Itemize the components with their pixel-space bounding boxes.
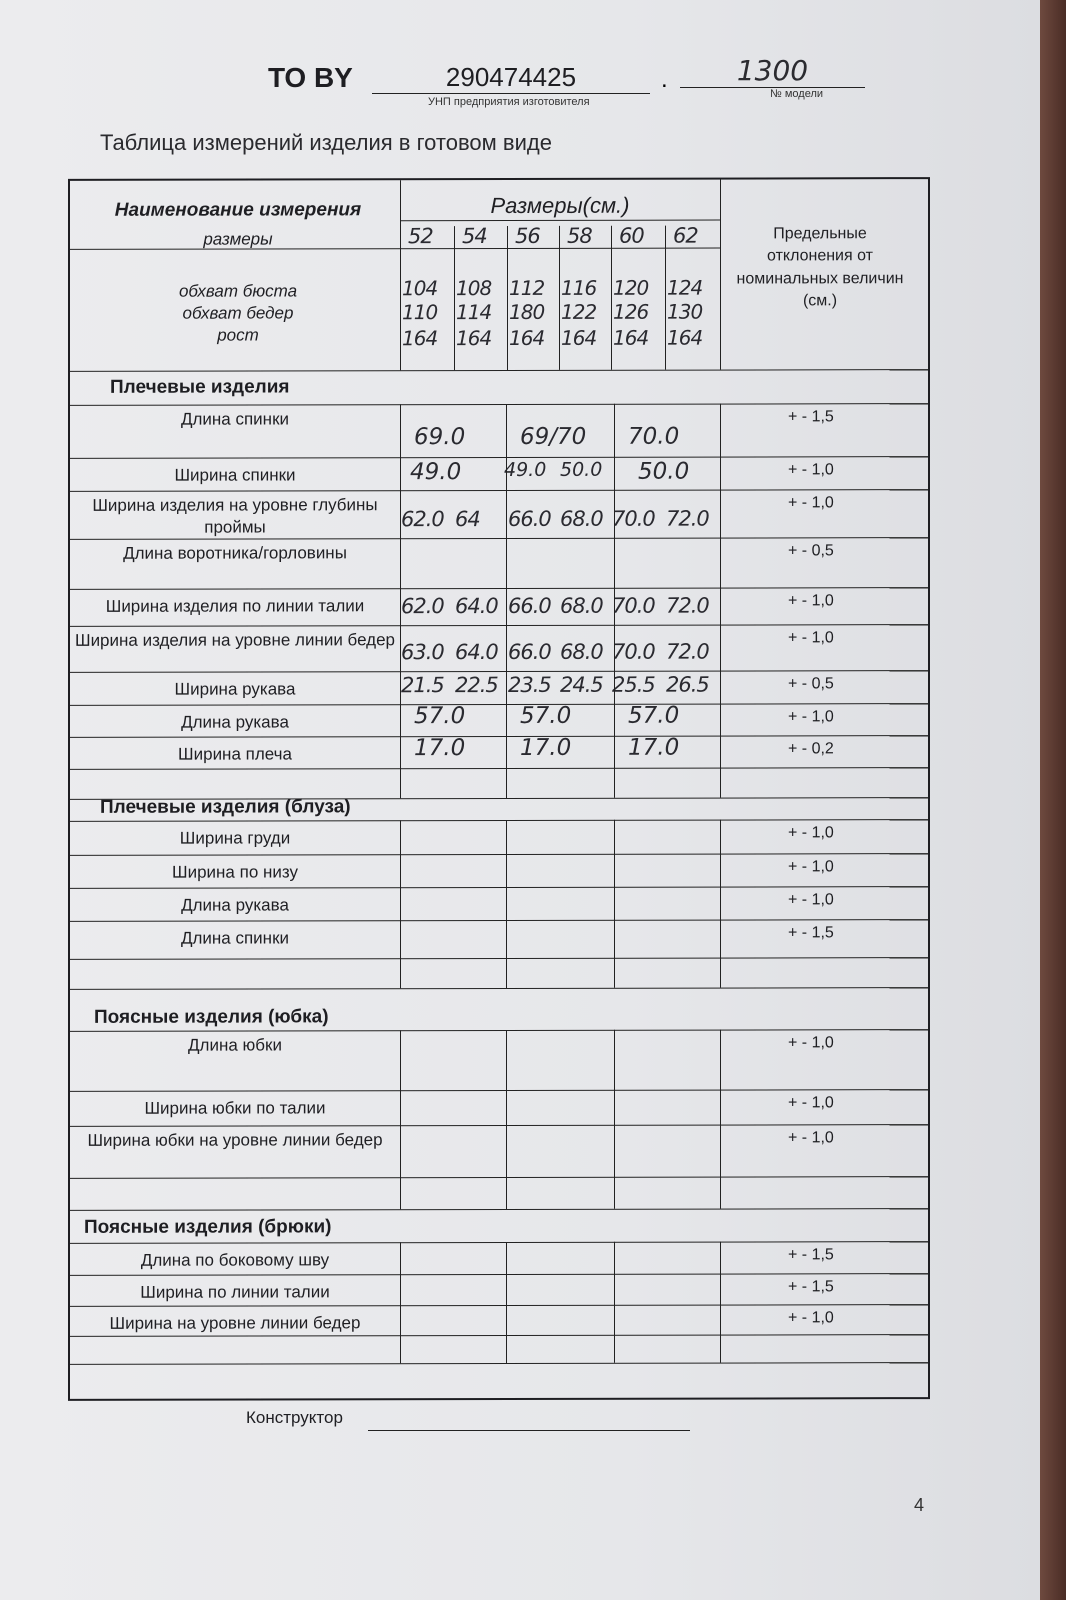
section-title-trousers: Поясные изделия (брюки): [84, 1216, 332, 1238]
height-value: 164: [561, 325, 597, 350]
size-col-line: [611, 226, 612, 370]
row-tolerance: + - 1,0: [788, 858, 834, 876]
hips-value: 122: [561, 299, 597, 324]
size-value: 54: [462, 224, 487, 249]
row-name: Ширина изделия на уровне глубины проймы: [92, 495, 378, 537]
row-tolerance: + - 1,0: [788, 891, 834, 909]
bust-value: 104: [402, 276, 438, 301]
row-value: 50.0: [560, 458, 603, 481]
header-bottom-line: [70, 369, 928, 372]
row-tolerance: + - 1,5: [788, 408, 834, 426]
row-tolerance: + - 1,0: [788, 461, 834, 479]
section-divider: [70, 1241, 928, 1244]
to-label: ТО BY: [268, 62, 353, 93]
row-tolerance: + - 1,5: [788, 1278, 834, 1296]
row-value: 17.0: [628, 734, 680, 761]
col-sizes-header: Размеры(см.): [490, 192, 630, 219]
row-value: 69/70: [520, 423, 587, 450]
row-value: 49.0: [410, 459, 462, 486]
height-value: 164: [402, 326, 438, 351]
row-value: 49.0: [504, 458, 547, 481]
row-tolerance: + - 1,5: [788, 1246, 834, 1264]
header-col-line: [720, 180, 721, 370]
row-divider: [70, 587, 928, 590]
row-value: 62.0: [401, 594, 444, 619]
hips-value: 110: [402, 300, 438, 325]
tol-col-line: [720, 1242, 721, 1363]
bust-value: 120: [613, 275, 649, 300]
row-divider: [70, 886, 928, 889]
row-value: 64: [455, 507, 480, 532]
bust-value: 108: [456, 276, 492, 301]
section-end-line: [70, 1208, 928, 1211]
row-divider: [70, 1304, 928, 1307]
section-divider: [70, 819, 928, 822]
height-value: 164: [667, 325, 703, 350]
size-col-line: [665, 226, 666, 370]
name-col-line: [400, 1242, 401, 1363]
tol-col-line: [720, 404, 721, 798]
tol-col-line: [720, 820, 721, 988]
row-value: 57.0: [520, 702, 572, 729]
row-value: 26.5: [666, 672, 709, 697]
separator: .: [661, 66, 668, 93]
row-divider: [70, 624, 928, 627]
row-name: Ширина груди: [179, 828, 291, 848]
row-tolerance: + - 1,0: [788, 824, 834, 842]
row-name: Ширина по низу: [172, 862, 298, 882]
row-divider: [70, 703, 928, 706]
row-value: 72.0: [666, 593, 709, 618]
row-tolerance: + - 0,5: [788, 542, 834, 560]
hips-value: 130: [667, 299, 703, 324]
row-value: 64.0: [455, 594, 498, 619]
model-number: 1300: [680, 54, 865, 88]
header-divider: [400, 220, 720, 222]
unp-caption: УНП предприятия изготовителя: [428, 96, 590, 108]
row-value: 70.0: [612, 639, 655, 664]
bust-value: 124: [667, 275, 703, 300]
row-name: Длина рукава: [181, 895, 289, 915]
row-value: 62.0: [401, 507, 444, 532]
bust-label: обхват бюста: [178, 281, 298, 301]
hips-value: 114: [456, 300, 492, 325]
row-value: 68.0: [560, 593, 603, 618]
row-value: 72.0: [666, 639, 709, 664]
row-value: 70.0: [612, 506, 655, 531]
section-end-line: [70, 987, 928, 990]
row-value: 57.0: [414, 703, 466, 730]
row-divider: [70, 919, 928, 922]
row-value: 68.0: [560, 639, 603, 664]
row-value: 24.5: [560, 672, 603, 697]
row-name: Ширина изделия на уровне линии бедер: [74, 630, 396, 650]
section-end-line: [70, 1362, 928, 1365]
body-labels: [78, 280, 398, 347]
col-name-header: Наименование измерения: [114, 199, 362, 221]
row-name: Длина воротника/горловины: [123, 543, 347, 563]
height-value: 164: [613, 325, 649, 350]
row-name: Ширина изделия по линии талии: [105, 596, 365, 616]
row-value: 50.0: [638, 458, 690, 485]
row-value: 17.0: [414, 735, 466, 762]
row-name: Ширина плеча: [178, 744, 292, 764]
unp-value: 290474425: [372, 62, 650, 94]
measurement-table: [68, 177, 930, 1401]
row-value: 69.0: [414, 424, 466, 451]
section-divider: [70, 403, 928, 406]
height-label: рост: [217, 325, 259, 345]
row-divider: [70, 1124, 928, 1127]
row-divider: [70, 1273, 928, 1276]
page-title: Таблица измерений изделия в готовом виде: [100, 130, 552, 155]
row-name: Ширина по линии талии: [140, 1282, 330, 1302]
row-tolerance: + - 1,0: [788, 629, 834, 647]
row-divider: [70, 489, 928, 492]
size-value: 60: [619, 223, 644, 248]
row-name: Длина рукава: [181, 712, 289, 732]
name-col-line: [400, 404, 401, 798]
row-value: 57.0: [628, 702, 680, 729]
size-block-line: [506, 1030, 507, 1209]
size-block-line: [506, 1242, 507, 1363]
row-divider: [70, 957, 928, 960]
size-col-line: [454, 226, 455, 370]
signature-line: [368, 1430, 690, 1431]
table-background-edge: [1040, 0, 1066, 1600]
row-value: 25.5: [612, 672, 655, 697]
size-col-line: [559, 226, 560, 370]
row-tolerance: + - 0,2: [788, 740, 834, 758]
row-name: Ширина юбки на уровне линии бедер: [87, 1130, 383, 1150]
size-block-line: [614, 820, 615, 988]
row-value: 64.0: [455, 640, 498, 665]
row-divider: [70, 1176, 928, 1179]
bust-value: 116: [561, 275, 597, 300]
row-tolerance: + - 1,0: [788, 1034, 834, 1052]
row-value: 68.0: [560, 506, 603, 531]
row-divider: [70, 735, 928, 738]
size-block-line: [614, 1030, 615, 1209]
size-value: 62: [673, 223, 698, 248]
size-block-line: [506, 820, 507, 988]
section-title-shoulder: Плечевые изделия: [110, 376, 290, 398]
row-value: 70.0: [628, 423, 680, 450]
row-tolerance: + - 1,0: [788, 1309, 834, 1327]
row-value: 66.0: [508, 506, 551, 531]
hips-label: обхват бедер: [182, 303, 294, 323]
row-divider: [70, 767, 928, 770]
row-value: 70.0: [612, 593, 655, 618]
hips-value: 180: [509, 299, 545, 324]
row-tolerance: + - 1,5: [788, 924, 834, 942]
row-name: Ширина юбки по талии: [144, 1098, 326, 1118]
row-divider: [70, 853, 928, 856]
name-col-line: [400, 820, 401, 988]
size-value: 56: [515, 223, 540, 248]
row-value: 23.5: [508, 672, 551, 697]
constructor-label: Конструктор: [246, 1408, 343, 1427]
row-value: 21.5: [401, 673, 444, 698]
header-col-line: [400, 180, 401, 370]
size-block-line: [614, 1242, 615, 1363]
section-divider: [70, 1029, 928, 1032]
row-tolerance: + - 1,0: [788, 592, 834, 610]
row-name: Длина по боковому шву: [140, 1250, 330, 1270]
row-name: Длина спинки: [180, 409, 290, 429]
height-value: 164: [509, 325, 545, 350]
row-tolerance: + - 1,0: [788, 1129, 834, 1147]
row-divider: [70, 1089, 928, 1092]
name-col-line: [400, 1030, 401, 1209]
hips-value: 126: [613, 299, 649, 324]
size-col-line: [507, 226, 508, 370]
row-value: 22.5: [455, 673, 498, 698]
sizes-label: размеры: [203, 229, 273, 249]
row-tolerance: + - 1,0: [788, 494, 834, 512]
row-divider: [70, 456, 928, 459]
col-tolerance-header: Предельные отклонения от номинальных величин (см.): [736, 225, 904, 310]
height-value: 164: [456, 326, 492, 351]
row-value: 72.0: [666, 506, 709, 531]
size-value: 52: [408, 224, 433, 249]
row-value: 66.0: [508, 593, 551, 618]
row-tolerance: + - 1,0: [788, 1094, 834, 1112]
model-caption: № модели: [770, 88, 824, 100]
row-name: Длина юбки: [188, 1035, 282, 1055]
page-number: 4: [914, 1495, 925, 1515]
row-value: 63.0: [401, 640, 444, 665]
section-title-blouse: Плечевые изделия (блуза): [100, 796, 351, 818]
section-title-skirt: Поясные изделия (юбка): [94, 1006, 329, 1028]
row-name: Длина спинки: [180, 928, 290, 948]
row-value: 17.0: [520, 734, 572, 761]
row-name: Ширина на уровне линии бедер: [109, 1313, 361, 1333]
row-name: Ширина спинки: [174, 465, 296, 485]
size-block-line: [506, 404, 507, 798]
row-tolerance: + - 1,0: [788, 708, 834, 726]
row-value: 66.0: [508, 639, 551, 664]
bust-value: 112: [509, 275, 545, 300]
tol-col-line: [720, 1030, 721, 1209]
row-divider: [70, 670, 928, 673]
size-block-line: [614, 404, 615, 798]
size-value: 58: [567, 223, 592, 248]
row-tolerance: + - 0,5: [788, 675, 834, 693]
row-name: Ширина рукава: [174, 679, 296, 699]
